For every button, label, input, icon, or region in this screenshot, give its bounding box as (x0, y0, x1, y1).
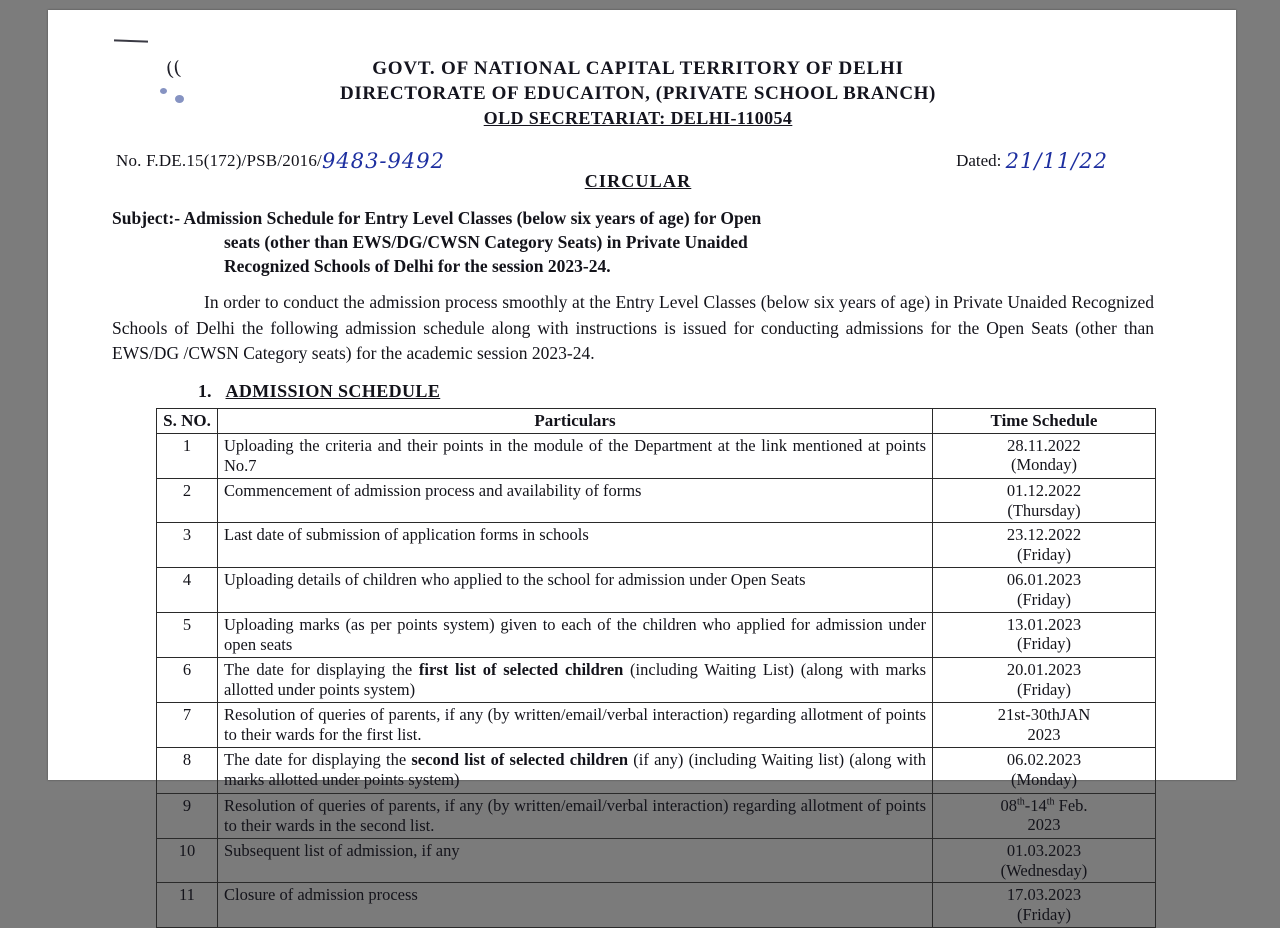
cell-time-date: 13.01.2023 (1006, 614, 1082, 634)
cell-text-pre: The date for displaying the (224, 750, 412, 770)
cell-particulars: Resolution of queries of parents, if any (by written/email/verbal interaction) regarding allotment of points to their wards for the first list. (218, 703, 933, 748)
table-row (157, 748, 1156, 793)
cell-sno: 4 (157, 567, 218, 612)
intro-paragraph: In order to conduct the admission process smoothly at the Entry Level Classes (below six years of age) in Private Unaided Recognized Schools of Delhi the following admission schedule along with instructions is issued for conducting admissions for the Open Seats (other than EWS/DG /CWSN Category seats) for the academic session 2023-24. (112, 292, 1154, 364)
cell-text-bold: first list of selected children (418, 659, 624, 679)
handwritten-corner-mark: (( (164, 57, 183, 81)
cell-sno: 9 (157, 793, 218, 838)
cell-time-date: 21st-30thJAN (997, 705, 1091, 725)
cell-sno: 5 (157, 612, 218, 657)
subject-line3: Recognized Schools of Delhi for the session 2023-24. (224, 256, 611, 277)
cell-particulars: Closure of admission process (218, 883, 933, 928)
cell-time (933, 703, 1156, 748)
cell-text-post: (including Waiting List) (along with marks allotted under points system) (224, 659, 927, 699)
circular-heading: CIRCULAR (584, 171, 692, 191)
date-field (956, 147, 1108, 171)
cell-time-day: (Monday) (1011, 770, 1077, 790)
cell-time-date: 01.03.2023 (1006, 840, 1082, 860)
cell-sno: 2 (157, 478, 218, 523)
org-name-line2: DIRECTORATE OF EDUCAITON, (PRIVATE SCHOOL BRANCH) (340, 83, 936, 104)
date-handwritten-value: 21/11/22 (1005, 149, 1108, 173)
cell-sno: 3 (157, 523, 218, 568)
cell-time-date: 06.01.2023 (1006, 569, 1082, 589)
document-page (48, 10, 1236, 925)
header-sno: S. NO. (157, 408, 218, 433)
admission-schedule-table (156, 408, 1156, 928)
cell-sno: 10 (157, 838, 218, 883)
subject-line2: seats (other than EWS/DG/CWSN Category Seats) in Private Unaided (224, 232, 748, 253)
reference-row (108, 145, 1168, 175)
table-row (157, 478, 1156, 523)
cell-time-day: (Friday) (1016, 905, 1072, 925)
reference-number (116, 147, 445, 171)
table-row (157, 657, 1156, 702)
table-row (157, 523, 1156, 568)
table-row (157, 883, 1156, 928)
subject-block (108, 206, 1168, 278)
cell-time-date: 28.11.2022 (1007, 435, 1081, 455)
cell-time-date: 23.12.2022 (1006, 525, 1082, 545)
section-number: 1. (198, 380, 212, 401)
cell-sno: 6 (157, 657, 218, 702)
cell-time-date: 20.01.2023 (1006, 659, 1082, 679)
table-row (157, 567, 1156, 612)
table-body (157, 433, 1156, 927)
org-address-line: OLD SECRETARIAT: DELHI-110054 (483, 108, 793, 128)
cell-time-day: (Friday) (1016, 589, 1072, 609)
cell-particulars (218, 748, 933, 793)
cell-time (933, 478, 1156, 523)
cell-time-day: (Thursday) (1007, 500, 1081, 520)
cell-sno: 11 (157, 883, 218, 928)
cell-particulars: Commencement of admission process and availability of forms (218, 478, 933, 523)
cell-particulars: Resolution of queries of parents, if any (by written/email/verbal interaction) regarding allotment of points to their wards in the second list. (218, 793, 933, 838)
reference-handwritten-number: 9483-9492 (321, 149, 445, 173)
cell-time-date: 06.02.2023 (1006, 750, 1082, 770)
cell-time-date: 01.12.2022 (1006, 480, 1082, 500)
table-header-row (157, 408, 1156, 433)
cell-time (933, 612, 1156, 657)
cell-text-post: (if any) (including Waiting list) (along with marks allotted under points system) (224, 750, 927, 790)
reference-label: No. F.DE.15(172)/PSB/2016/ (116, 151, 322, 170)
cell-time-day: 2023 (1027, 724, 1061, 744)
cell-particulars: Subsequent list of admission, if any (218, 838, 933, 883)
cell-sno: 7 (157, 703, 218, 748)
table-row (157, 703, 1156, 748)
cell-sno: 8 (157, 748, 218, 793)
cell-time-date: 17.03.2023 (1006, 885, 1082, 905)
cell-time (933, 567, 1156, 612)
cell-time (933, 657, 1156, 702)
cell-particulars: Uploading details of children who applied to the school for admission under Open Seats (218, 567, 933, 612)
date-label: Dated: (956, 151, 1002, 170)
cell-time (933, 838, 1156, 883)
table-row (157, 612, 1156, 657)
cell-text-bold: second list of selected children (411, 750, 629, 770)
cell-sno: 1 (157, 433, 218, 478)
cell-particulars: Uploading the criteria and their points in the module of the Department at the link mentioned at points No.7 (218, 433, 933, 478)
header-time-schedule: Time Schedule (933, 408, 1156, 433)
section-heading (108, 381, 1168, 402)
cell-time (933, 883, 1156, 928)
subject-line1: Admission Schedule for Entry Level Classes (below six years of age) for Open (183, 208, 762, 228)
cell-time-day: (Friday) (1016, 679, 1072, 699)
document-body (108, 30, 1168, 928)
cell-time (933, 748, 1156, 793)
section-title: ADMISSION SCHEDULE (225, 380, 441, 401)
org-name-line1: GOVT. OF NATIONAL CAPITAL TERRITORY OF DELHI (372, 58, 904, 79)
cell-time-day: (Monday) (1011, 455, 1077, 475)
table-head (157, 408, 1156, 433)
cell-particulars (218, 657, 933, 702)
cell-time (933, 433, 1156, 478)
cell-particulars: Last date of submission of application forms in schools (218, 523, 933, 568)
cell-time-day: 2023 (1027, 815, 1061, 835)
cell-time (933, 523, 1156, 568)
table-row (157, 433, 1156, 478)
cell-particulars: Uploading marks (as per points system) given to each of the children who applied for admission under open seats (218, 612, 933, 657)
cell-text-pre: The date for displaying the (224, 659, 419, 679)
cell-time-day: (Wednesday) (1000, 860, 1088, 880)
cell-time-day: (Friday) (1016, 634, 1072, 654)
table-row (157, 838, 1156, 883)
subject-label: Subject:- (112, 208, 181, 228)
cell-time-day: (Friday) (1016, 545, 1072, 565)
cell-time-date: 08th-14th Feb. (1000, 795, 1088, 815)
header-particulars: Particulars (218, 408, 933, 433)
